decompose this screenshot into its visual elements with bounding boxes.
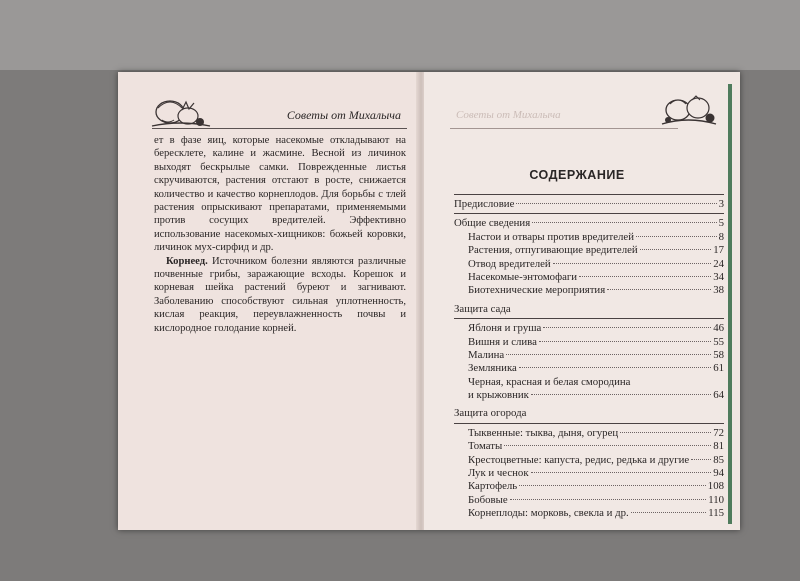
toc-title: Настои и отвары против вредителей	[468, 230, 634, 243]
toc-page: 94	[713, 467, 724, 480]
toc-leader	[510, 499, 707, 500]
toc-page: 72	[713, 426, 724, 439]
paragraph-text: Источником болезни являются различные почвенные грибы, заражающие всходы. Корешок и корневая шейка растений буреют и загнивают. Заболеванию способствуют сильная уплотненность, кислая реакция, переувлажненность почвы и кислородное голодание корней.	[154, 255, 406, 334]
show-through-text: Советы от Михалыча	[456, 109, 561, 121]
toc-page: 17	[713, 244, 724, 257]
page-edge	[728, 84, 732, 524]
toc-title: Насекомые-энтомофаги	[468, 270, 578, 283]
toc-page: 34	[713, 270, 724, 283]
right-page	[424, 72, 730, 530]
toc-title: Защита огорода	[454, 407, 527, 420]
toc-title: Тыквенные: тыква, дыня, огурец	[468, 426, 619, 439]
toc-leader	[620, 432, 711, 433]
toc-page: 85	[713, 453, 724, 466]
toc-heading: СОДЕРЖАНИЕ	[529, 168, 625, 182]
toc-leader	[691, 459, 711, 460]
toc-leader	[531, 472, 712, 473]
toc-page: 115	[708, 507, 724, 520]
toc-entry	[454, 376, 724, 389]
divider	[454, 194, 724, 195]
toc-title: Крестоцветные: капуста, редис, редька и другие	[468, 453, 690, 466]
toc-leader	[543, 327, 711, 328]
running-head-title: Советы от Михалыча	[286, 108, 401, 122]
toc-leader	[553, 263, 711, 264]
toc-entry	[454, 231, 724, 244]
toc-entry	[454, 362, 724, 375]
toc-entry	[454, 494, 724, 507]
toc-title: и крыжовник	[468, 389, 529, 402]
toc-leader	[531, 394, 711, 395]
toc-entry	[454, 217, 724, 230]
toc-title: Яблоня и груша	[468, 322, 542, 335]
toc-leader	[607, 289, 711, 290]
toc-page: 110	[708, 493, 724, 506]
toc-title: Земляника	[468, 362, 517, 375]
toc-page: 55	[713, 335, 724, 348]
paragraph	[154, 255, 406, 335]
toc-entry	[454, 440, 724, 453]
divider	[454, 213, 724, 214]
toc-leader	[579, 276, 711, 277]
toc-title: Вишня и слива	[468, 335, 537, 348]
toc-entry	[454, 349, 724, 362]
toc-title: Черная, красная и белая смородина	[468, 375, 631, 388]
toc-entry	[454, 244, 724, 257]
paragraph-lead: Корнеед.	[166, 255, 208, 267]
toc-page: 108	[707, 480, 724, 493]
toc-page: 64	[713, 389, 724, 402]
running-head-right	[450, 108, 678, 129]
toc-leader	[631, 512, 707, 513]
toc-entry	[454, 258, 724, 271]
toc-leader	[519, 367, 711, 368]
toc-title: Биотехнические мероприятия	[468, 284, 606, 297]
toc-page: 5	[718, 217, 724, 230]
divider	[454, 318, 724, 319]
toc-page: 81	[713, 440, 724, 453]
toc-entry	[454, 454, 724, 467]
toc-page: 38	[713, 284, 724, 297]
running-head	[152, 108, 407, 129]
toc-entry	[454, 271, 724, 284]
toc-page: 58	[713, 348, 724, 361]
toc-title: Томаты	[468, 440, 503, 453]
toc-leader	[532, 222, 716, 223]
toc-title: Лук и чеснок	[468, 467, 529, 480]
toc-title: Отвод вредителей	[468, 257, 551, 270]
toc-leader	[519, 485, 706, 486]
toc-leader	[504, 445, 711, 446]
toc-title: Общие сведения	[454, 217, 531, 230]
toc-leader	[516, 203, 716, 204]
toc-entry	[454, 480, 724, 493]
left-page	[118, 72, 420, 530]
toc-entry	[454, 322, 724, 335]
toc-entry	[454, 427, 724, 440]
toc-leader	[640, 249, 712, 250]
body-text	[154, 134, 406, 335]
toc-page: 46	[713, 322, 724, 335]
toc-title: Малина	[468, 348, 505, 361]
toc-entry	[454, 198, 724, 211]
table-of-contents	[454, 192, 724, 521]
toc-page: 8	[718, 230, 724, 243]
toc-title: Защита сада	[454, 302, 511, 315]
toc-title: Предисловие	[454, 198, 515, 210]
toc-entry	[454, 507, 724, 520]
open-book	[118, 72, 740, 530]
toc-entry	[454, 389, 724, 402]
toc-section	[454, 303, 724, 316]
vegetables-illustration-icon	[656, 94, 720, 130]
toc-leader	[636, 236, 717, 237]
toc-leader	[506, 354, 711, 355]
toc-entry	[454, 336, 724, 349]
toc-title: Картофель	[468, 480, 518, 493]
toc-page: 3	[718, 198, 724, 210]
toc-entry	[454, 467, 724, 480]
scanner-background	[0, 0, 800, 70]
toc-leader	[539, 341, 711, 342]
paragraph: ет в фазе яиц, которые насекомые откладывают на бересклете, калине и жасмине. Весной из личинок выходят бескрылые самки. Поврежденные листья скручиваются, растения отстают в росте, снижается количество и качество корнеплодов. Для борьбы с тлей растения опрыскивают препаратами, применяемыми против сосущих вредителей. Эффективно использование насекомых-хищников: божьей коровки, личинок мух-сирфид и др.	[154, 135, 406, 254]
divider	[454, 423, 724, 424]
toc-section	[454, 407, 724, 420]
toc-title: Растения, отпугивающие вредителей	[468, 244, 638, 257]
toc-entry	[454, 284, 724, 297]
toc-title: Корнеплоды: морковь, свекла и др.	[468, 507, 629, 520]
toc-page: 61	[713, 362, 724, 375]
toc-title: Бобовые	[468, 493, 508, 506]
toc-page: 24	[713, 257, 724, 270]
